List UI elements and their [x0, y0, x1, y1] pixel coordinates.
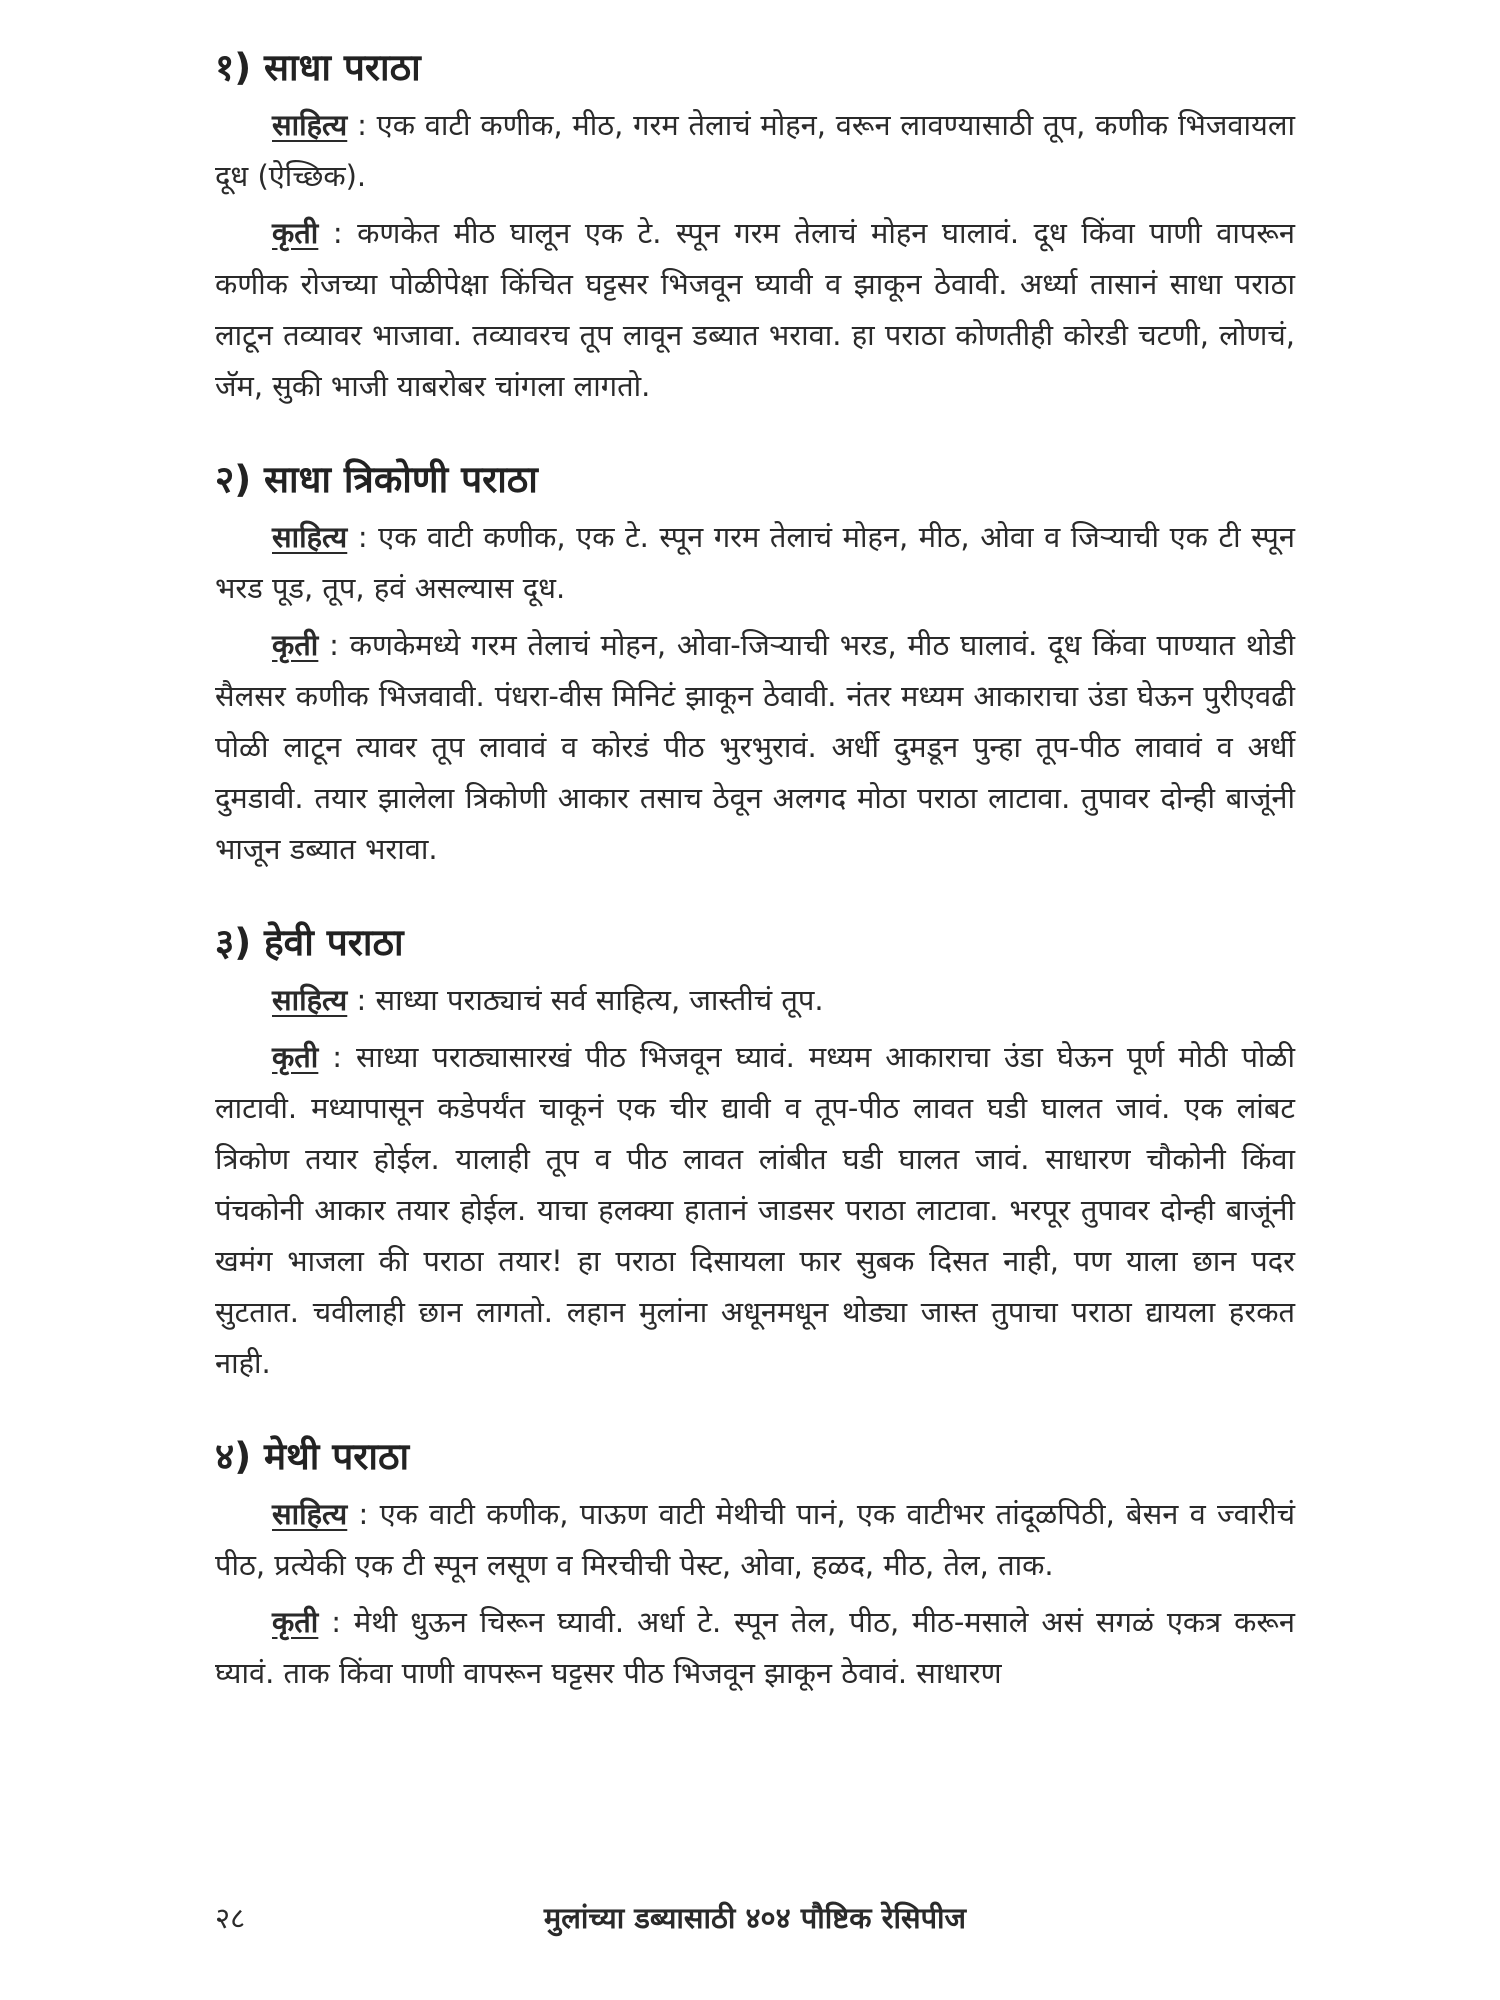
method-paragraph — [215, 1032, 1295, 1389]
recipe-triangle-paratha — [215, 452, 1295, 875]
page-number: २८ — [215, 1901, 246, 1935]
page-footer — [215, 1893, 1295, 1943]
method-label: कृती — [272, 216, 319, 250]
ingredients-label: साहित्य — [272, 520, 348, 554]
recipe-title: २) साधा त्रिकोणी पराठा — [215, 458, 538, 501]
method-label: कृती — [272, 1040, 319, 1074]
method-text: : कणकेत मीठ घालून एक टे. स्पून गरम तेलाचं मोहन घालावं. दूध किंवा पाणी वापरून कणीक रोजच्या पोळीपेक्षा किंचित घट्टसर भिजवून घ्यावी व झाकून ठेवावी. अर्ध्या तासानं साधा पराठा लाटून तव्यावर भाजावा. तव्यावरच तूप लावून डब्यात भरावा. हा पराठा कोणतीही कोरडी चटणी, लोणचं, जॅम, सुकी भाजी याबरोबर चांगला लागतो. — [215, 216, 1295, 403]
ingredients-text: : एक वाटी कणीक, मीठ, गरम तेलाचं मोहन, वरून लावण्यासाठी तूप, कणीक भिजवायला दूध (ऐच्छिक). — [215, 108, 1295, 193]
book-title: मुलांच्या डब्यासाठी ४०४ पौष्टिक रेसिपीज — [543, 1901, 967, 1935]
method-text: : मेथी धुऊन चिरून घ्यावी. अर्धा टे. स्पून तेल, पीठ, मीठ-मसाले असं सगळं एकत्र करून घ्यावं. ताक किंवा पाणी वापरून घट्टसर पीठ भिजवून झाकून ठेवावं. साधारण — [215, 1605, 1295, 1690]
method-label: कृती — [272, 1605, 319, 1639]
ingredients-text: : एक वाटी कणीक, पाऊण वाटी मेथीची पानं, एक वाटीभर तांदूळपिठी, बेसन व ज्वारीचं पीठ, प्रत्येकी एक टी स्पून लसूण व मिरचीची पेस्ट, ओवा, हळद, मीठ, तेल, ताक. — [215, 1497, 1295, 1582]
recipe-title: १) साधा पराठा — [215, 46, 421, 89]
recipe-title: ३) हेवी पराठा — [215, 921, 404, 964]
ingredients-text: : एक वाटी कणीक, एक टे. स्पून गरम तेलाचं मोहन, मीठ, ओवा व जिऱ्याची एक टी स्पून भरड पूड, तूप, हवं असल्यास दूध. — [215, 520, 1295, 605]
recipe-heavy-paratha — [215, 915, 1295, 1389]
method-text: : कणकेमध्ये गरम तेलाचं मोहन, ओवा-जिऱ्याची भरड, मीठ घालावं. दूध किंवा पाण्यात थोडी सैलसर कणीक भिजवावी. पंधरा-वीस मिनिटं झाकून ठेवावी. नंतर मध्यम आकाराचा उंडा घेऊन पुरीएवढी पोळी लाटून त्यावर तूप लावावं व कोरडं पीठ भुरभुरावं. अर्धी दुमडून पुन्हा तूप-पीठ लावावं व अर्धी दुमडावी. तयार झालेला त्रिकोणी आकार तसाच ठेवून अलगद मोठा पराठा लाटावा. तुपावर दोन्ही बाजूंनी भाजून डब्यात भरावा. — [215, 628, 1295, 866]
ingredients-paragraph — [215, 1489, 1295, 1591]
recipe-title: ४) मेथी पराठा — [215, 1435, 410, 1478]
recipe-plain-paratha — [215, 40, 1295, 412]
ingredients-text: : साध्या पराठ्याचं सर्व साहित्य, जास्तीचं तूप. — [347, 983, 824, 1017]
ingredients-label: साहित्य — [272, 1497, 348, 1531]
method-paragraph — [215, 1597, 1295, 1699]
recipe-methi-paratha — [215, 1429, 1295, 1699]
method-text: : साध्या पराठ्यासारखं पीठ भिजवून घ्यावं. मध्यम आकाराचा उंडा घेऊन पूर्ण मोठी पोळी लाटावी. मध्यापासून कडेपर्यंत चाकूनं एक चीर द्यावी व तूप-पीठ लावत घडी घालत जावं. एक लांबट त्रिकोण तयार होईल. यालाही तूप व पीठ लावत लांबीत घडी घालत जावं. साधारण चौकोनी किंवा पंचकोनी आकार तयार होईल. याचा हलक्या हातानं जाडसर पराठा लाटावा. भरपूर तुपावर दोन्ही बाजूंनी खमंग भाजला की पराठा तयार! हा पराठा दिसायला फार सुबक दिसत नाही, पण याला छान पदर सुटतात. चवीलाही छान लागतो. लहान मुलांना अधूनमधून थोड्या जास्त तुपाचा पराठा द्यायला हरकत नाही. — [215, 1040, 1295, 1380]
method-label: कृती — [272, 628, 319, 662]
ingredients-paragraph — [215, 975, 1295, 1026]
method-paragraph — [215, 620, 1295, 875]
ingredients-paragraph — [215, 100, 1295, 202]
ingredients-label: साहित्य — [272, 108, 348, 142]
ingredients-label: साहित्य — [272, 983, 348, 1017]
method-paragraph — [215, 208, 1295, 412]
ingredients-paragraph — [215, 512, 1295, 614]
